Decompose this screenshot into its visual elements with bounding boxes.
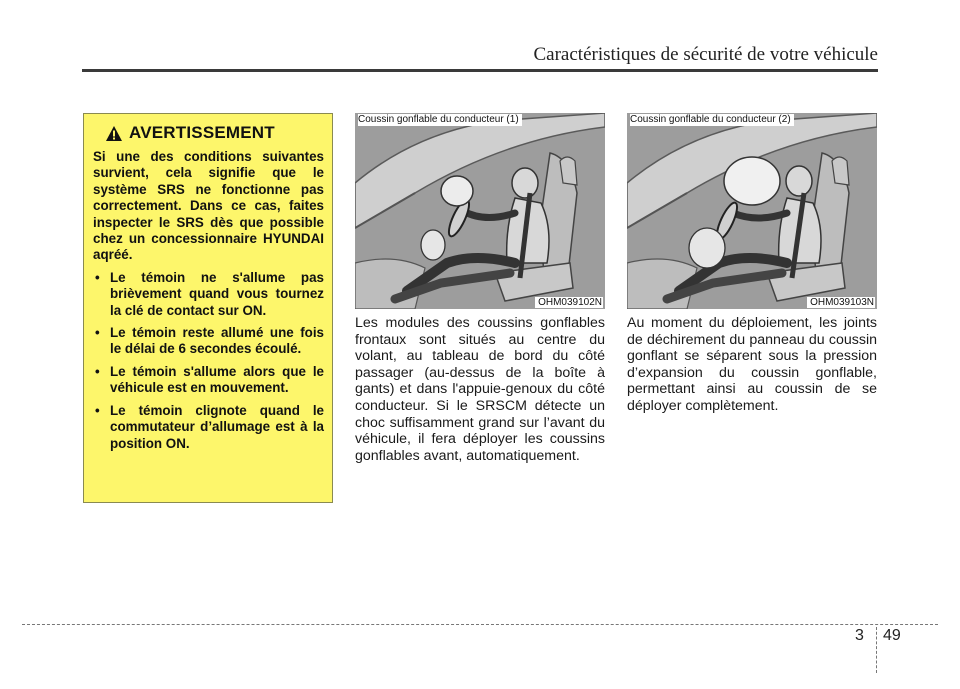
bullet-marker: • [95, 363, 100, 379]
figure-caption: Coussin gonflable du conducteur (1) [358, 114, 522, 126]
warning-bullet-item [93, 270, 324, 319]
airbag-illustration-2 [627, 113, 877, 309]
footer-rule [22, 624, 938, 625]
warning-intro: Si une des conditions suivantes survient, cela signifie que le système SRS ne fonctionne pas correctement. Dans ce cas, faites inspecter le SRS dès que possible chez un concessionnaire HYUNDAI aqréé. [93, 149, 324, 263]
figure-driver-airbag-1 [355, 113, 605, 309]
warning-bullet-text: Le témoin s'allume alors que le véhicule est en mouvement. [110, 363, 324, 396]
airbag-illustration-1 [355, 113, 605, 309]
warning-header [105, 123, 324, 143]
page-chapter-number: 3 [855, 627, 864, 644]
warning-bullet-item [93, 364, 324, 397]
body-paragraph-2: Au moment du déploiement, les joints de déchirement du panneau du coussin gonflant se séparent sous la pression d’expansion du coussin gonflable, permettant ainsi au coussin de se déployer complètement. [627, 315, 877, 414]
warning-bullet-text: Le témoin clignote quand le commutateur d’allumage est à la position ON. [110, 402, 324, 451]
figure-code: OHM039102N [535, 297, 603, 308]
header-rule [82, 69, 878, 72]
warning-bullet-item [93, 325, 324, 358]
warning-title: AVERTISSEMENT [129, 123, 275, 142]
warning-bullet-text: Le témoin ne s'allume pas brièvement quand vous tournez la clé de contact sur ON. [110, 269, 324, 318]
page-number: 49 [883, 627, 901, 644]
figure-driver-airbag-2 [627, 113, 877, 309]
warning-triangle-icon [105, 125, 123, 142]
warning-bullet-item [93, 403, 324, 452]
page-number-separator [876, 627, 877, 673]
figure-code: OHM039103N [807, 297, 875, 308]
figure-caption: Coussin gonflable du conducteur (2) [630, 114, 794, 126]
warning-bullet-text: Le témoin reste allumé une fois le délai de 6 secondes écoulé. [110, 325, 324, 357]
warning-list [93, 270, 324, 452]
bullet-marker: • [95, 325, 100, 341]
bullet-marker: • [95, 402, 100, 418]
bullet-marker: • [95, 269, 100, 285]
warning-box [83, 113, 333, 503]
page-header-title: Caractéristiques de sécurité de votre véhicule [533, 44, 878, 65]
body-paragraph-1: Les modules des coussins gonflables frontaux sont situés au centre du volant, au tableau de bord du côté passager (au-dessus de la boîte à gants) et dans l'appuie-genoux du côté conducteur. Si le SRSCM détecte un choc suffisamment grand sur l’avant du véhicule, il fera déployer les coussins gonflables avant, automatiquement. [355, 315, 605, 464]
